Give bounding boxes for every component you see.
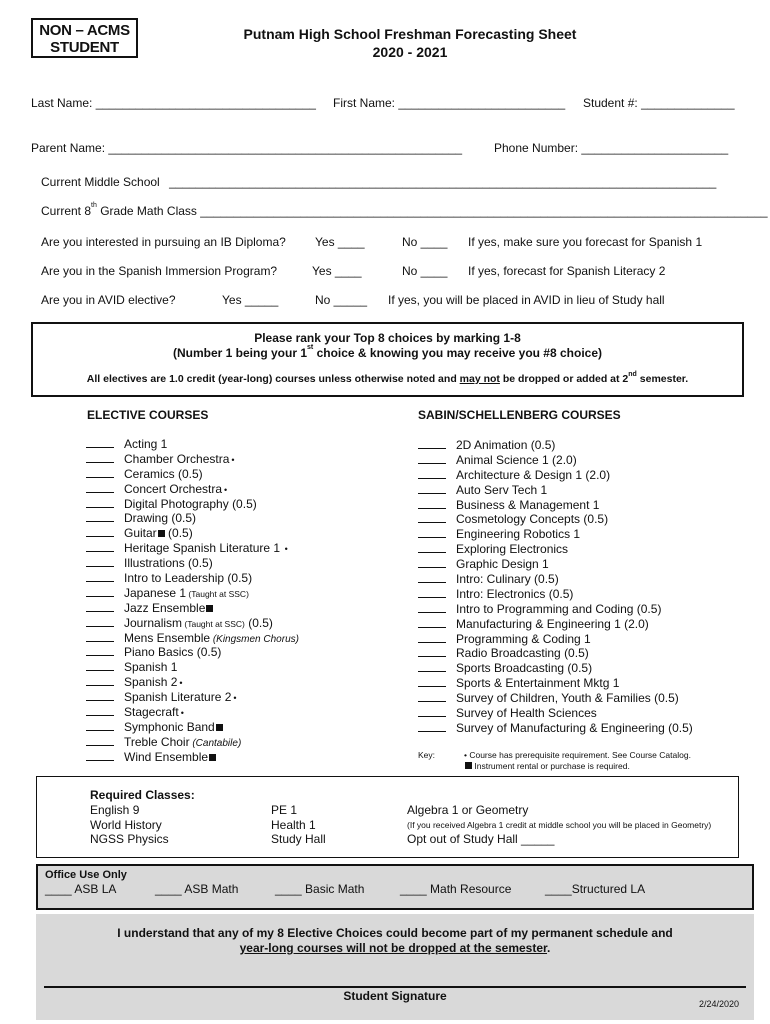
- elective-course-item[interactable]: [86, 735, 299, 750]
- prerequisite-mark: •: [179, 678, 183, 689]
- key-instrument-note: Instrument rental or purchase is required.: [464, 761, 630, 772]
- sabin-course-item[interactable]: [418, 453, 693, 468]
- immersion-question: Are you in the Spanish Immersion Program?: [41, 264, 278, 278]
- rank-instruction-line2: (Number 1 being your 1st choice & knowing you may receive you #8 choice): [172, 344, 603, 360]
- office-structured-la[interactable]: ____Structured LA: [545, 882, 646, 896]
- elective-courses-heading: ELECTIVE COURSES: [87, 408, 209, 422]
- instrument-icon: [206, 605, 213, 612]
- ib-yes[interactable]: Yes ____: [315, 235, 365, 249]
- sabin-course-item[interactable]: [418, 632, 693, 647]
- sabin-course-item[interactable]: [418, 691, 693, 706]
- opt-out-study-hall[interactable]: Opt out of Study Hall _____: [407, 832, 555, 846]
- rank-blank[interactable]: [418, 676, 446, 687]
- student-signature-label: Student Signature: [343, 989, 447, 1003]
- rank-blank[interactable]: [418, 646, 446, 657]
- first-name-label: First Name:: [333, 96, 396, 110]
- required-math: Algebra 1 or Geometry: [407, 803, 529, 817]
- sabin-course-name: Sports & Entertainment Mktg 1: [456, 676, 620, 691]
- sabin-course-name: Intro: Culinary (0.5): [456, 572, 559, 587]
- instrument-icon: [209, 754, 216, 761]
- rank-blank[interactable]: [86, 735, 114, 746]
- sabin-course-name: Exploring Electronics: [456, 542, 569, 557]
- course-location-note: (Taught at SSC): [186, 588, 249, 599]
- form-date: 2/24/2020: [699, 999, 740, 1009]
- rank-blank[interactable]: [418, 721, 446, 732]
- phone-number-field[interactable]: Phone Number: ______________________: [494, 141, 729, 155]
- sabin-course-name: Engineering Robotics 1: [456, 527, 581, 542]
- elective-course-item[interactable]: [86, 511, 299, 526]
- instrument-icon: [216, 724, 223, 731]
- sabin-courses-heading: SABIN/SCHELLENBERG COURSES: [418, 408, 621, 422]
- acknowledgement-line1: I understand that any of my 8 Elective Choices could become part of my permanent schedule and: [117, 926, 673, 940]
- sabin-course-item[interactable]: [418, 498, 693, 513]
- rank-instruction-line3: All electives are 1.0 credit (year-long) courses unless otherwise noted and may not be dropped or added at 2nd semester.: [86, 371, 689, 385]
- key-label: Key:: [418, 750, 436, 760]
- sabin-course-item[interactable]: [418, 661, 693, 676]
- last-name-label: Last Name:: [31, 96, 93, 110]
- course-alt-name: (Kingsmen Chorus): [210, 633, 299, 645]
- course-credit: (0.5): [164, 526, 193, 541]
- office-basic-math[interactable]: ____ Basic Math: [275, 882, 365, 896]
- elective-course-name: Spanish 2: [124, 675, 178, 690]
- instrument-icon: [465, 762, 472, 769]
- office-math-resource[interactable]: ____ Math Resource: [400, 882, 512, 896]
- elective-course-name: Acting 1: [124, 437, 168, 451]
- rank-blank[interactable]: [86, 616, 114, 627]
- rank-blank[interactable]: [86, 675, 114, 686]
- sabin-course-item[interactable]: [418, 706, 693, 721]
- required-class: NGSS Physics: [90, 832, 169, 846]
- elective-course-item[interactable]: [86, 541, 299, 556]
- required-class: English 9: [90, 803, 140, 817]
- acknowledgement-line2: year-long courses will not be dropped at the semester.: [239, 941, 551, 955]
- sabin-course-item[interactable]: [418, 438, 693, 453]
- required-classes-heading: Required Classes:: [90, 788, 195, 802]
- sabin-course-name: Programming & Coding 1: [456, 631, 591, 646]
- elective-course-item[interactable]: [86, 690, 299, 705]
- first-name-field[interactable]: First Name: _________________________: [333, 96, 566, 110]
- sabin-course-list: [418, 438, 693, 736]
- rank-blank[interactable]: [418, 572, 446, 583]
- school-year: 2020 - 2021: [372, 44, 448, 60]
- rank-blank[interactable]: [86, 452, 114, 463]
- rank-blank[interactable]: [86, 511, 114, 522]
- sabin-course-name: 2D Animation (0.5): [456, 438, 556, 452]
- sabin-course-item[interactable]: [418, 512, 693, 527]
- required-class: PE 1: [271, 803, 298, 817]
- office-asb-math[interactable]: ____ ASB Math: [155, 882, 239, 896]
- rank-blank[interactable]: [418, 617, 446, 628]
- prerequisite-mark: •: [282, 544, 288, 555]
- sabin-course-name: Survey of Children, Youth & Families (0.5): [456, 691, 679, 706]
- rank-blank[interactable]: [86, 645, 114, 656]
- parent-name-label: Parent Name:: [31, 141, 106, 155]
- elective-course-item[interactable]: [86, 705, 299, 720]
- elective-course-item[interactable]: [86, 750, 299, 765]
- ib-no[interactable]: No ____: [402, 235, 448, 249]
- required-col2: [271, 803, 326, 847]
- elective-course-name: Treble Choir: [124, 734, 190, 749]
- rank-blank[interactable]: [86, 750, 114, 761]
- rank-blank[interactable]: [418, 498, 446, 509]
- sabin-course-item[interactable]: [418, 617, 693, 632]
- student-number-label: Student #:: [583, 96, 638, 110]
- elective-course-name: Journalism: [124, 615, 183, 630]
- sabin-course-name: Auto Serv Tech 1: [456, 482, 548, 497]
- sabin-course-name: Intro: Electronics (0.5): [456, 586, 574, 601]
- elective-course-item[interactable]: [86, 631, 299, 646]
- immersion-yes[interactable]: Yes ____: [312, 264, 362, 278]
- rank-blank[interactable]: [86, 601, 114, 612]
- elective-course-name: Spanish 1: [124, 660, 178, 675]
- sabin-course-item[interactable]: [418, 468, 693, 483]
- required-math-note: (If you received Algebra 1 credit at middle school you will be placed in Geometry): [407, 820, 712, 830]
- rank-blank[interactable]: [86, 437, 114, 448]
- required-col1: [90, 803, 169, 847]
- sabin-course-name: Architecture & Design 1 (2.0): [456, 467, 611, 482]
- avid-question: Are you in AVID elective?: [41, 293, 176, 307]
- sabin-course-name: Manufacturing & Engineering 1 (2.0): [456, 616, 649, 631]
- rank-instructions-box: [31, 322, 744, 397]
- sabin-course-name: Sports Broadcasting (0.5): [456, 661, 593, 676]
- elective-course-name: Guitar: [124, 526, 157, 541]
- rank-blank[interactable]: [418, 453, 446, 464]
- elective-course-name: Digital Photography (0.5): [124, 496, 257, 511]
- sabin-course-item[interactable]: [418, 721, 693, 736]
- required-class: Study Hall: [271, 832, 326, 846]
- elective-course-name: Drawing (0.5): [124, 511, 197, 526]
- sabin-course-name: Radio Broadcasting (0.5): [456, 646, 589, 661]
- elective-course-name: Concert Orchestra: [124, 481, 223, 496]
- elective-course-name: Stagecraft: [124, 705, 179, 720]
- elective-course-name: Wind Ensemble: [124, 749, 209, 764]
- rank-blank[interactable]: [86, 571, 114, 582]
- sabin-course-item[interactable]: [418, 676, 693, 691]
- parent-name-field[interactable]: Parent Name: _____________________________________________________: [31, 141, 463, 155]
- elective-course-name: Intro to Leadership (0.5): [124, 571, 253, 586]
- rank-blank[interactable]: [418, 602, 446, 613]
- rank-blank[interactable]: [418, 468, 446, 479]
- rank-blank[interactable]: [418, 706, 446, 717]
- rank-blank[interactable]: [418, 632, 446, 643]
- elective-course-item[interactable]: [86, 467, 299, 482]
- sabin-course-item[interactable]: [418, 572, 693, 587]
- immersion-note: If yes, forecast for Spanish Literacy 2: [468, 264, 666, 278]
- rank-blank[interactable]: [86, 467, 114, 478]
- elective-course-name: Japanese 1: [124, 585, 187, 600]
- rank-blank[interactable]: [86, 541, 114, 552]
- elective-course-item[interactable]: [86, 482, 299, 497]
- elective-course-name: Piano Basics (0.5): [124, 645, 222, 660]
- phone-number-label: Phone Number:: [494, 141, 579, 155]
- rank-blank[interactable]: [86, 631, 114, 642]
- sabin-course-item[interactable]: [418, 542, 693, 557]
- elective-course-item[interactable]: [86, 571, 299, 586]
- rank-blank[interactable]: [418, 483, 446, 494]
- elective-course-item[interactable]: [86, 452, 299, 467]
- sabin-course-item[interactable]: [418, 646, 693, 661]
- elective-course-name: Illustrations (0.5): [124, 556, 213, 571]
- rank-blank[interactable]: [86, 720, 114, 731]
- student-number-field[interactable]: Student #: ______________: [583, 96, 735, 110]
- elective-course-name: Mens Ensemble: [124, 630, 211, 645]
- rank-blank[interactable]: [418, 542, 446, 553]
- elective-course-item[interactable]: [86, 497, 299, 512]
- last-name-field[interactable]: Last Name: _________________________________: [31, 96, 316, 110]
- elective-course-item[interactable]: [86, 601, 299, 616]
- office-use-heading: Office Use Only: [45, 869, 127, 881]
- office-use-box: [36, 864, 754, 910]
- required-class: Health 1: [271, 817, 316, 832]
- immersion-no[interactable]: No ____: [402, 264, 448, 278]
- sabin-course-name: Survey of Health Sciences: [456, 706, 597, 721]
- rank-blank[interactable]: [86, 497, 114, 508]
- rank-blank[interactable]: [418, 691, 446, 702]
- rank-blank[interactable]: [418, 512, 446, 523]
- elective-course-item[interactable]: [86, 616, 299, 631]
- elective-course-item[interactable]: [86, 437, 299, 452]
- office-asb-la[interactable]: ____ ASB LA: [45, 882, 117, 896]
- course-alt-name: (Cantabile): [189, 737, 242, 749]
- ib-note: If yes, make sure you forecast for Spanish 1: [468, 235, 703, 249]
- sabin-course-name: Graphic Design 1: [456, 557, 549, 572]
- sabin-course-item[interactable]: [418, 527, 693, 542]
- signature-line[interactable]: [44, 986, 746, 988]
- middle-school-label: Current Middle School: [41, 175, 160, 189]
- elective-course-item[interactable]: [86, 586, 299, 601]
- elective-course-item[interactable]: [86, 526, 299, 541]
- key-prerequisite-note: • Course has prerequisite requirement. See Course Catalog.: [464, 750, 691, 760]
- rank-blank[interactable]: [86, 586, 114, 597]
- rank-blank[interactable]: [86, 556, 114, 567]
- sabin-course-item[interactable]: [418, 587, 693, 602]
- prerequisite-mark: •: [180, 708, 184, 719]
- rank-blank[interactable]: [418, 438, 446, 449]
- elective-course-name: Jazz Ensemble: [124, 600, 206, 615]
- middle-school-field[interactable]: Current Middle School __________________________________________________________________________________: [41, 175, 717, 189]
- elective-course-name: Symphonic Band: [124, 719, 215, 734]
- sabin-course-name: Business & Management 1: [456, 497, 600, 512]
- elective-course-name: Heritage Spanish Literature 1: [124, 541, 281, 556]
- elective-course-list: [86, 437, 299, 765]
- instrument-icon: [158, 530, 165, 537]
- rank-blank[interactable]: [418, 661, 446, 672]
- rank-blank[interactable]: [86, 705, 114, 716]
- badge-line2: STUDENT: [50, 39, 119, 56]
- rank-instruction-line1: Please rank your Top 8 choices by marking 1-8: [254, 331, 521, 345]
- elective-course-name: Chamber Orchestra: [124, 451, 230, 466]
- badge-line1: NON – ACMS: [39, 22, 130, 39]
- sabin-course-name: Animal Science 1 (2.0): [456, 452, 577, 467]
- rank-blank[interactable]: [86, 526, 114, 537]
- course-location-note: (Taught at SSC): [182, 618, 245, 629]
- sabin-course-item[interactable]: [418, 602, 693, 617]
- elective-course-item[interactable]: [86, 660, 299, 675]
- non-acms-badge: [31, 18, 138, 58]
- avid-no[interactable]: No _____: [315, 293, 368, 307]
- elective-course-item[interactable]: [86, 675, 299, 690]
- elective-course-item[interactable]: [86, 556, 299, 571]
- rank-blank[interactable]: [86, 482, 114, 493]
- elective-course-name: Spanish Literature 2: [124, 690, 232, 705]
- avid-note: If yes, you will be placed in AVID in lieu of Study hall: [388, 293, 665, 307]
- required-class: World History: [90, 817, 162, 832]
- sabin-course-name: Cosmetology Concepts (0.5): [456, 512, 609, 527]
- math-class-label: Current 8th Grade Math Class: [41, 202, 197, 218]
- page-title: Putnam High School Freshman Forecasting Sheet: [243, 26, 577, 42]
- elective-course-item[interactable]: [86, 645, 299, 660]
- rank-blank[interactable]: [418, 587, 446, 598]
- prerequisite-mark: •: [233, 693, 237, 704]
- rank-blank[interactable]: [86, 660, 114, 671]
- avid-yes[interactable]: Yes _____: [222, 293, 279, 307]
- elective-course-name: Ceramics (0.5): [124, 466, 203, 481]
- rank-blank[interactable]: [418, 527, 446, 538]
- sabin-course-name: Survey of Manufacturing & Engineering (0.5): [456, 720, 693, 735]
- prerequisite-mark: •: [224, 484, 228, 495]
- sabin-course-item[interactable]: [418, 483, 693, 498]
- course-credit: (0.5): [244, 615, 273, 630]
- sabin-course-item[interactable]: [418, 557, 693, 572]
- prerequisite-mark: •: [231, 454, 235, 465]
- math-class-field[interactable]: Current 8th Grade Math Class _____________________________________________________________________________________: [41, 202, 768, 218]
- elective-course-item[interactable]: [86, 720, 299, 735]
- sabin-course-name: Intro to Programming and Coding (0.5): [456, 601, 662, 616]
- rank-blank[interactable]: [86, 690, 114, 701]
- ib-question: Are you interested in pursuing an IB Diploma?: [41, 235, 286, 249]
- rank-blank[interactable]: [418, 557, 446, 568]
